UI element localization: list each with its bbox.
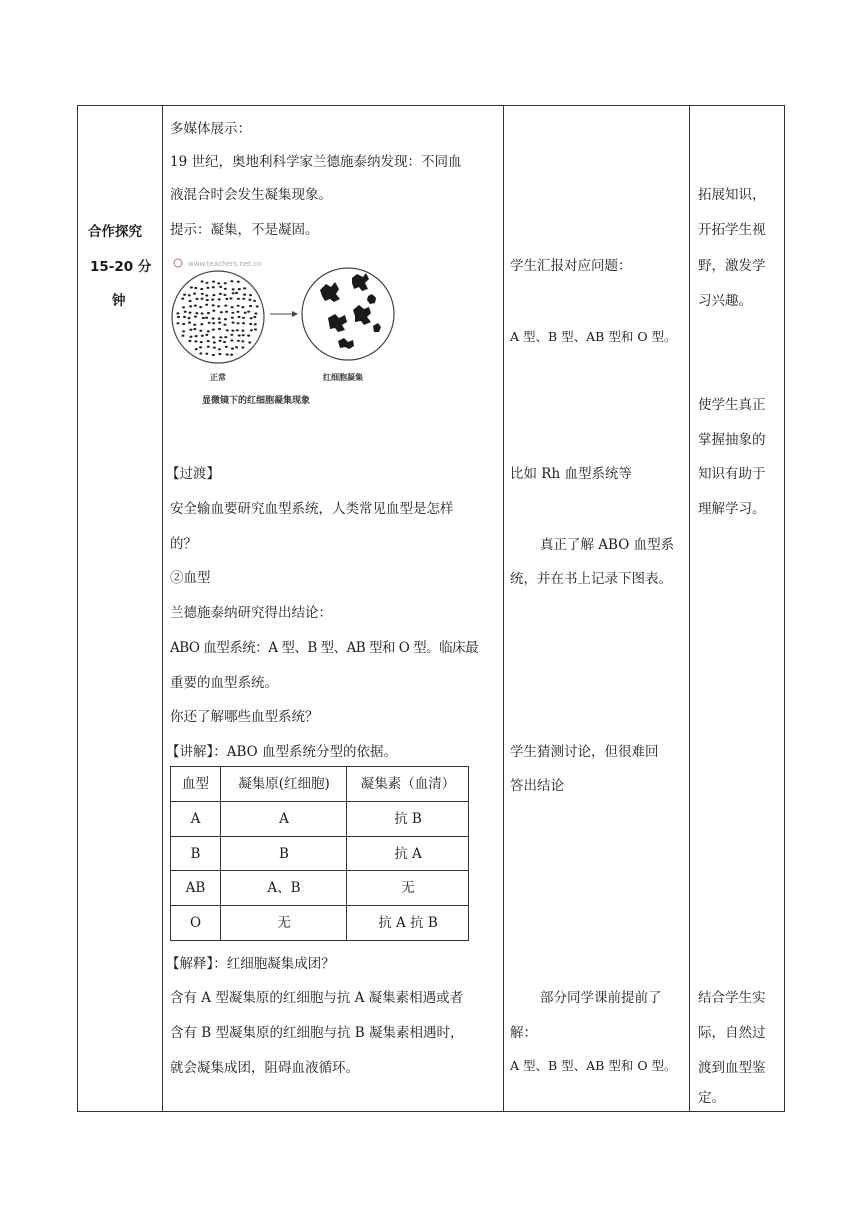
interpret-text: ：红细胞凝集成团？ bbox=[213, 956, 335, 972]
normal-cell-dot bbox=[176, 312, 179, 314]
teacher-para-1: 多媒体展示： bbox=[170, 121, 251, 137]
normal-cell-dot bbox=[253, 316, 256, 318]
normal-cell-dot bbox=[242, 317, 245, 319]
intent-g3-l1: 结合学生实 bbox=[698, 990, 766, 1006]
col-divider-2 bbox=[503, 105, 504, 1112]
table-border-bottom bbox=[77, 1111, 785, 1112]
microscope-figure bbox=[170, 254, 400, 414]
normal-cell-dot bbox=[254, 323, 257, 325]
normal-cell-dot bbox=[224, 318, 227, 320]
normal-cell-dot bbox=[201, 293, 204, 295]
teacher-para-t2: ②血型 bbox=[170, 570, 211, 586]
normal-cell-dot bbox=[232, 322, 235, 324]
normal-cell-dot bbox=[184, 311, 187, 313]
normal-cell-dot bbox=[196, 298, 199, 300]
normal-cell-dot bbox=[183, 294, 186, 296]
teacher-para-t1a: 安全输血要研究血型系统，人类常见血型是怎样 bbox=[170, 501, 454, 517]
normal-cell-dot bbox=[218, 318, 221, 320]
normal-cell-dot bbox=[242, 322, 245, 324]
intent-g2-l1: 使学生真正 bbox=[698, 397, 766, 413]
normal-cell-dot bbox=[231, 330, 234, 332]
normal-cell-dot bbox=[219, 340, 222, 342]
normal-cell-dot bbox=[242, 298, 245, 300]
normal-cell-dot bbox=[230, 339, 233, 341]
normal-cell-dot bbox=[237, 305, 240, 307]
table-cell: 抗 A bbox=[394, 846, 422, 862]
normal-cell-dot bbox=[225, 346, 228, 348]
normal-cell-dot bbox=[199, 346, 202, 348]
normal-cell-dot bbox=[195, 312, 198, 314]
normal-cell-dot bbox=[188, 317, 191, 319]
normal-cell-dot bbox=[230, 334, 233, 336]
normal-cell-dot bbox=[205, 353, 208, 355]
normal-cell-dot bbox=[199, 330, 202, 332]
normal-cell-dot bbox=[182, 306, 185, 308]
normal-cell-dot bbox=[200, 341, 203, 343]
normal-cell-dot bbox=[182, 330, 185, 332]
teacher-para-i1: 含有 A 型凝集原的红细胞与抗 A 凝集素相遇或者 bbox=[170, 990, 464, 1006]
normal-cell-dot bbox=[226, 329, 229, 331]
student-para-s6a: 部分同学课前提前了 bbox=[540, 990, 662, 1006]
intent-g1-l1: 拓展知识， bbox=[698, 187, 766, 203]
stage-name: 合作探究 bbox=[88, 224, 142, 240]
normal-cell-dot bbox=[212, 317, 215, 319]
normal-cell-dot bbox=[247, 311, 250, 313]
normal-cell-dot bbox=[207, 346, 210, 348]
explain-title: 【讲解】 bbox=[166, 744, 214, 760]
normal-cell-dot bbox=[247, 335, 250, 337]
normal-cell-dot bbox=[212, 354, 215, 356]
normal-cell-dot bbox=[218, 353, 221, 355]
student-para-s4b: 统，并在书上记录下图表。 bbox=[510, 571, 672, 587]
normal-cell-dot bbox=[201, 298, 204, 300]
table-cell: 抗 A 抗 B bbox=[378, 915, 438, 931]
normal-cell-dot bbox=[189, 305, 192, 307]
intent-g1-l2: 开拓学生视 bbox=[698, 222, 766, 238]
normal-cell-dot bbox=[207, 330, 210, 332]
normal-cell-dot bbox=[194, 340, 197, 342]
normal-cell-dot bbox=[205, 317, 208, 319]
normal-cell-dot bbox=[183, 316, 186, 318]
normal-cell-dot bbox=[195, 335, 198, 337]
col-divider-1 bbox=[162, 105, 163, 1112]
normal-cell-dot bbox=[212, 336, 215, 338]
normal-cell-dot bbox=[199, 352, 202, 354]
explain-line bbox=[166, 742, 397, 762]
normal-cell-dot bbox=[235, 346, 238, 348]
teacher-para-3: 提示：凝集，不是凝固。 bbox=[170, 222, 319, 238]
teacher-para-2a: 19 世纪，奥地利科学家兰德施泰纳发现：不同血 bbox=[170, 154, 462, 170]
normal-cell-dot bbox=[193, 293, 196, 295]
table-cell: A bbox=[190, 811, 201, 827]
normal-cell-dot bbox=[223, 294, 226, 296]
normal-cell-dot bbox=[241, 346, 244, 348]
normal-cell-dot bbox=[200, 288, 203, 290]
normal-cell-dot bbox=[237, 311, 240, 313]
normal-cell-dot bbox=[224, 336, 227, 338]
intent-g3-l4: 定。 bbox=[698, 1090, 725, 1106]
teacher-para-i3: 就会凝集成团，阻碍血液循环。 bbox=[170, 1060, 359, 1076]
normal-cell-dot bbox=[254, 312, 257, 314]
normal-cell-dot bbox=[218, 328, 221, 330]
teacher-para-t5: 你还了解哪些血型系统？ bbox=[170, 709, 319, 725]
normal-cell-dot bbox=[212, 281, 215, 283]
normal-cell-dot bbox=[219, 336, 222, 338]
normal-cell-dot bbox=[232, 292, 235, 294]
table-header-agglutinogen: 凝集原(红细胞) bbox=[238, 776, 330, 792]
normal-cell-dot bbox=[232, 288, 235, 290]
normal-cell-dot bbox=[241, 330, 244, 332]
student-para-s6c: A 型、B 型、AB 型和 O 型。 bbox=[510, 1058, 677, 1073]
normal-cell-dot bbox=[253, 300, 256, 302]
table-cell: A、B bbox=[267, 880, 301, 896]
teacher-para-t1b: 的？ bbox=[170, 536, 197, 552]
table-cell: 无 bbox=[277, 915, 291, 931]
normal-cell-dot bbox=[217, 282, 220, 284]
normal-cell-dot bbox=[190, 286, 193, 288]
normal-cell-dot bbox=[248, 341, 251, 343]
intent-g3-l3: 渡到血型鉴 bbox=[698, 1060, 766, 1076]
normal-cell-dot bbox=[206, 299, 209, 301]
table-cell: O bbox=[189, 915, 202, 931]
normal-cell-dot bbox=[241, 340, 244, 342]
normal-cell-dot bbox=[194, 287, 197, 289]
normal-cell-dot bbox=[189, 312, 192, 314]
normal-cell-dot bbox=[177, 322, 180, 324]
normal-cell-dot bbox=[224, 305, 227, 307]
normal-cell-dot bbox=[231, 306, 234, 308]
normal-cell-dot bbox=[182, 323, 185, 325]
normal-cell-dot bbox=[219, 293, 222, 295]
normal-cell-dot bbox=[218, 348, 221, 350]
table-border-left bbox=[77, 105, 78, 1112]
abo-table bbox=[170, 766, 469, 941]
table-cell: B bbox=[279, 846, 289, 862]
normal-cell-dot bbox=[238, 288, 241, 290]
intent-g3-l2: 际，自然过 bbox=[698, 1025, 766, 1041]
normal-cell-dot bbox=[212, 310, 215, 312]
normal-cell-dot bbox=[243, 294, 246, 296]
figure-watermark: www.teachers.net.cn bbox=[188, 260, 262, 268]
normal-cell-dot bbox=[230, 354, 233, 356]
normal-cell-dot bbox=[202, 317, 205, 319]
normal-cell-dot bbox=[243, 287, 246, 289]
label-normal: 正常 bbox=[210, 373, 226, 382]
explain-text: ：ABO 血型系统分型的依据。 bbox=[213, 744, 398, 760]
normal-cell-dot bbox=[199, 306, 202, 308]
normal-cell-dot bbox=[205, 294, 208, 296]
table-cell: AB bbox=[185, 880, 206, 896]
normal-cell-dot bbox=[201, 312, 204, 314]
normal-cell-dot bbox=[231, 312, 234, 314]
normal-cell-dot bbox=[223, 341, 226, 343]
normal-cell-dot bbox=[207, 312, 210, 314]
normal-cell-dot bbox=[249, 323, 252, 325]
normal-cell-dot bbox=[238, 334, 241, 336]
normal-cell-dot bbox=[177, 316, 180, 318]
stage-duration-unit: 钟 bbox=[112, 293, 126, 309]
intent-g2-l3: 知识有助于 bbox=[698, 466, 766, 482]
normal-cell-dot bbox=[225, 298, 228, 300]
normal-cell-dot bbox=[237, 322, 240, 324]
teacher-para-t4b: 重要的血型系统。 bbox=[170, 675, 278, 691]
student-para-s4a: 真正了解 ABO 血型系 bbox=[540, 537, 675, 553]
normal-cell-dot bbox=[188, 340, 191, 342]
normal-cell-dot bbox=[212, 286, 215, 288]
normal-cell-dot bbox=[188, 294, 191, 296]
normal-cell-dot bbox=[201, 280, 204, 282]
normal-cell-dot bbox=[211, 299, 214, 301]
normal-cell-dot bbox=[207, 340, 210, 342]
teacher-para-i2: 含有 B 型凝集原的红细胞与抗 B 凝集素相遇时， bbox=[170, 1025, 464, 1041]
normal-cell-dot bbox=[213, 347, 216, 349]
normal-cell-dot bbox=[223, 324, 226, 326]
normal-cell-dot bbox=[181, 335, 184, 337]
label-agglutination: 红细胞凝集 bbox=[323, 373, 363, 382]
normal-cell-dot bbox=[218, 322, 221, 324]
normal-cell-dot bbox=[225, 311, 228, 313]
normal-cell-dot bbox=[212, 304, 215, 306]
teacher-para-t3: 兰德施泰纳研究得出结论： bbox=[170, 605, 332, 621]
student-para-s5b: 答出结论 bbox=[510, 778, 564, 794]
normal-cell-dot bbox=[244, 312, 247, 314]
normal-cell-dot bbox=[206, 282, 209, 284]
normal-cell-dot bbox=[241, 306, 244, 308]
normal-cell-dot bbox=[201, 335, 204, 337]
normal-cell-dot bbox=[256, 305, 259, 307]
table-cell: B bbox=[190, 846, 201, 862]
normal-cell-dot bbox=[189, 300, 192, 302]
stage-duration: 15-20 分 bbox=[90, 259, 152, 275]
student-para-s1: 学生汇报对应问题： bbox=[510, 258, 632, 274]
normal-cell-dot bbox=[205, 334, 208, 336]
figure-caption: 显微镜下的红细胞凝集现象 bbox=[202, 396, 311, 406]
normal-cell-dot bbox=[212, 322, 215, 324]
normal-cell-dot bbox=[200, 323, 203, 325]
normal-cell-dot bbox=[217, 305, 220, 307]
normal-cell-dot bbox=[250, 317, 253, 319]
normal-cell-dot bbox=[188, 322, 191, 324]
normal-cell-dot bbox=[230, 297, 233, 299]
interpret-title: 【解释】 bbox=[166, 956, 214, 972]
normal-cell-dot bbox=[190, 336, 193, 338]
table-cell: 无 bbox=[401, 880, 415, 896]
student-para-s6b: 解： bbox=[510, 1025, 537, 1041]
teacher-para-t4a: ABO 血型系统：A 型、B 型、AB 型和 O 型。临床最 bbox=[170, 640, 479, 656]
intent-g2-l2: 掌握抽象的 bbox=[698, 432, 766, 448]
teacher-para-2b: 液混合时会发生凝集现象。 bbox=[170, 187, 332, 203]
normal-cell-dot bbox=[254, 328, 257, 330]
normal-cell-dot bbox=[226, 353, 229, 355]
normal-cell-dot bbox=[230, 280, 233, 282]
normal-cell-dot bbox=[237, 298, 240, 300]
normal-cell-dot bbox=[219, 286, 222, 288]
normal-cell-dot bbox=[250, 329, 253, 331]
normal-cell-dot bbox=[212, 329, 215, 331]
normal-cell-dot bbox=[193, 328, 196, 330]
normal-cell-dot bbox=[238, 316, 241, 318]
student-para-s3: 比如 Rh 血型系统等 bbox=[510, 466, 632, 482]
normal-cell-dot bbox=[189, 329, 192, 331]
normal-cell-dot bbox=[220, 311, 223, 313]
student-para-s2: A 型、B 型、AB 型和 O 型。 bbox=[510, 329, 677, 344]
normal-cell-dot bbox=[237, 340, 240, 342]
normal-cell-dot bbox=[194, 305, 197, 307]
table-cell: A bbox=[279, 811, 289, 827]
normal-cell-dot bbox=[224, 282, 227, 284]
normal-cell-dot bbox=[205, 304, 208, 306]
normal-cell-dot bbox=[208, 322, 211, 324]
table-header-blood-type: 血型 bbox=[182, 776, 209, 792]
table-border-right bbox=[784, 105, 785, 1112]
normal-cell-dot bbox=[231, 317, 234, 319]
normal-cell-dot bbox=[249, 305, 252, 307]
normal-cell-dot bbox=[181, 298, 184, 300]
normal-cell-dot bbox=[237, 281, 240, 283]
student-para-s5a: 学生猜测讨论，但很难回 bbox=[510, 744, 659, 760]
normal-cell-dot bbox=[249, 294, 252, 296]
table-header-agglutinin: 凝集素（血清） bbox=[360, 776, 456, 792]
normal-cell-dot bbox=[231, 348, 234, 350]
normal-cell-dot bbox=[242, 334, 245, 336]
normal-cell-dot bbox=[248, 299, 251, 301]
normal-cell-dot bbox=[224, 288, 227, 290]
table-border-top bbox=[77, 105, 785, 106]
intent-g1-l3: 野，激发学 bbox=[698, 258, 766, 274]
interpret-line bbox=[166, 954, 335, 974]
normal-cell-dot bbox=[213, 341, 216, 343]
normal-cell-dot bbox=[235, 292, 238, 294]
normal-cell-dot bbox=[194, 316, 197, 318]
normal-cell-dot bbox=[236, 329, 239, 331]
table-cell: 抗 B bbox=[394, 811, 422, 827]
normal-cell-dot bbox=[218, 298, 221, 300]
intent-g2-l4: 理解学习。 bbox=[698, 501, 766, 517]
normal-cell-dot bbox=[195, 348, 198, 350]
transition-title: 【过渡】 bbox=[166, 466, 220, 482]
intent-g1-l4: 习兴趣。 bbox=[698, 293, 752, 309]
normal-cell-dot bbox=[193, 324, 196, 326]
col-divider-3 bbox=[689, 105, 690, 1112]
normal-cell-dot bbox=[212, 294, 215, 296]
normal-cell-dot bbox=[206, 287, 209, 289]
